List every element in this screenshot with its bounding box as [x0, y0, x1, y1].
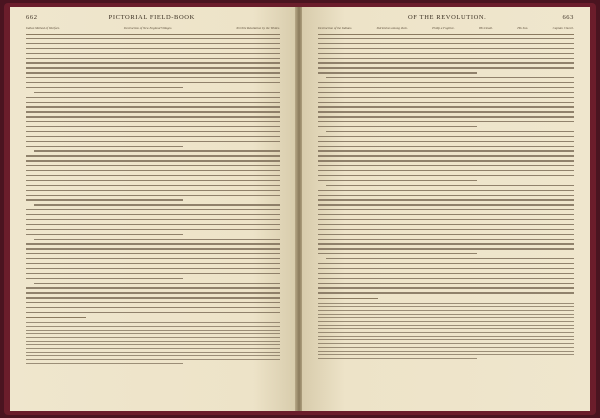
text-line	[326, 131, 574, 132]
text-line	[318, 92, 574, 93]
text-line	[26, 190, 280, 191]
text-line	[26, 146, 183, 147]
text-line	[318, 268, 574, 269]
text-line	[26, 214, 280, 215]
text-line	[318, 190, 574, 191]
text-line	[318, 253, 477, 254]
text-line	[26, 126, 280, 127]
footnote-line	[26, 363, 183, 364]
text-line	[26, 185, 280, 186]
footnote-line	[318, 347, 574, 348]
text-line	[26, 199, 183, 200]
text-line	[318, 62, 574, 63]
text-line	[34, 283, 280, 284]
right-margin-note: His Son.	[517, 26, 529, 30]
text-line	[318, 292, 574, 293]
text-line	[318, 160, 574, 161]
footnote-line	[318, 351, 574, 352]
text-line	[26, 195, 280, 196]
text-line	[326, 77, 574, 78]
text-line	[318, 273, 574, 274]
text-line	[26, 273, 280, 274]
left-body-text	[26, 38, 280, 397]
text-line	[318, 111, 574, 112]
footnote-line	[26, 333, 280, 334]
footnote-line	[318, 317, 574, 318]
text-line	[318, 243, 574, 244]
right-running-title: OF THE REVOLUTION.	[408, 14, 487, 21]
right-page-header	[318, 14, 574, 24]
footnote-line	[26, 341, 280, 342]
left-running-title: PICTORIAL FIELD-BOOK	[108, 14, 195, 21]
text-line	[26, 224, 280, 225]
footnote-line	[318, 336, 574, 337]
text-line	[318, 278, 574, 279]
text-line	[26, 287, 280, 288]
text-line	[26, 268, 280, 269]
text-line	[34, 204, 280, 205]
text-line	[318, 229, 574, 230]
text-line	[34, 92, 280, 93]
text-line	[26, 111, 280, 112]
footnote-line	[26, 326, 280, 327]
text-line	[26, 67, 280, 68]
text-line	[26, 97, 280, 98]
text-line	[318, 126, 477, 127]
text-line	[26, 312, 280, 313]
text-line	[318, 48, 574, 49]
text-line	[318, 72, 477, 73]
text-line	[26, 234, 183, 235]
text-line	[318, 209, 574, 210]
right-margin-note: His Death.	[479, 26, 493, 30]
text-line	[318, 38, 574, 39]
footnote-line	[318, 306, 574, 307]
text-line	[326, 185, 574, 186]
text-line	[318, 58, 574, 59]
text-line	[318, 239, 574, 240]
text-line	[326, 258, 574, 259]
text-line	[26, 116, 280, 117]
text-line	[26, 72, 280, 73]
left-margin-note: Destruction of New England Villages.	[123, 26, 173, 30]
text-line	[26, 53, 280, 54]
text-line	[34, 150, 280, 151]
text-line	[318, 67, 574, 68]
text-line	[26, 253, 280, 254]
text-line	[26, 219, 280, 220]
text-line	[26, 43, 280, 44]
text-line	[318, 219, 574, 220]
footnote-line	[26, 348, 280, 349]
text-line	[26, 229, 280, 230]
footnote-line	[318, 328, 574, 329]
text-line	[318, 224, 574, 225]
text-line	[318, 121, 574, 122]
text-line	[26, 48, 280, 49]
text-line	[318, 102, 574, 103]
right-body-text	[318, 38, 574, 397]
left-margin-note: Indian Method of Warfare.	[26, 26, 60, 30]
text-line	[26, 278, 183, 279]
text-line	[26, 62, 280, 63]
book-spread	[4, 3, 596, 415]
footnote-line	[26, 352, 280, 353]
text-line	[26, 175, 280, 176]
text-line	[318, 150, 574, 151]
left-page-header	[26, 14, 280, 24]
text-line	[26, 121, 280, 122]
text-line	[318, 214, 574, 215]
right-margin-note: Philip a Fugitive.	[432, 26, 455, 30]
text-line	[26, 77, 280, 78]
text-line	[318, 204, 574, 205]
footnote-line	[318, 358, 477, 359]
text-line	[318, 287, 574, 288]
text-line	[318, 146, 574, 147]
footnote-line	[318, 354, 574, 355]
text-line	[318, 165, 574, 166]
text-line	[318, 195, 574, 196]
left-margin-note: Terrible Retaliation by the Whites.	[236, 26, 280, 30]
text-line	[26, 307, 280, 308]
text-line	[318, 87, 574, 88]
footnote-line	[26, 330, 280, 331]
text-line	[26, 302, 280, 303]
text-line	[26, 136, 280, 137]
text-line	[26, 102, 280, 103]
footnote-line	[318, 303, 574, 304]
text-line	[26, 170, 280, 171]
text-line	[318, 234, 574, 235]
text-line	[26, 58, 280, 59]
text-line	[26, 180, 280, 181]
text-line	[26, 131, 280, 132]
right-header-rule	[318, 34, 574, 35]
footnote-line	[318, 310, 574, 311]
text-line	[26, 258, 280, 259]
right-margin-notes	[318, 26, 574, 34]
text-line	[318, 263, 574, 264]
footnote-line	[26, 337, 280, 338]
right-margin-note: Destruction of the Indians.	[318, 26, 353, 30]
footnote-line	[318, 314, 574, 315]
right-page	[302, 7, 590, 411]
text-line	[318, 170, 574, 171]
text-line	[26, 87, 183, 88]
text-line	[318, 116, 574, 117]
left-header-rule	[26, 34, 280, 35]
text-line	[318, 43, 574, 44]
text-line	[318, 180, 477, 181]
text-line	[318, 97, 574, 98]
text-line	[26, 209, 280, 210]
text-line	[26, 141, 280, 142]
footnote-line	[26, 355, 280, 356]
footnote-line	[318, 339, 574, 340]
text-line	[318, 175, 574, 176]
text-line	[318, 199, 574, 200]
footnote-line	[26, 359, 280, 360]
text-line	[26, 292, 280, 293]
text-line	[318, 248, 574, 249]
text-line	[318, 283, 574, 284]
text-line	[26, 243, 280, 244]
text-line	[318, 155, 574, 156]
footnote-line	[26, 322, 280, 323]
right-page-number: 663	[562, 14, 574, 21]
text-line	[26, 165, 280, 166]
text-line	[318, 136, 574, 137]
right-margin-note: Skirmishes among them.	[376, 26, 408, 30]
left-page	[10, 7, 296, 411]
text-line	[26, 106, 280, 107]
text-line	[26, 38, 280, 39]
footnote-line	[318, 321, 574, 322]
text-line	[26, 248, 280, 249]
right-margin-note: Captain Church.	[552, 26, 574, 30]
footnote-line	[26, 344, 280, 345]
left-page-number: 662	[26, 14, 38, 21]
text-line	[318, 53, 574, 54]
text-line	[26, 263, 280, 264]
text-line	[34, 239, 280, 240]
footnote-line	[318, 332, 574, 333]
text-line	[26, 297, 280, 298]
footnote-line	[318, 325, 574, 326]
text-line	[26, 160, 280, 161]
footnote-rule	[26, 317, 86, 318]
footnote-line	[318, 343, 574, 344]
text-line	[318, 82, 574, 83]
text-line	[26, 155, 280, 156]
text-line	[318, 106, 574, 107]
footnote-rule	[318, 298, 378, 299]
left-margin-notes	[26, 26, 280, 34]
text-line	[318, 141, 574, 142]
text-line	[26, 82, 280, 83]
